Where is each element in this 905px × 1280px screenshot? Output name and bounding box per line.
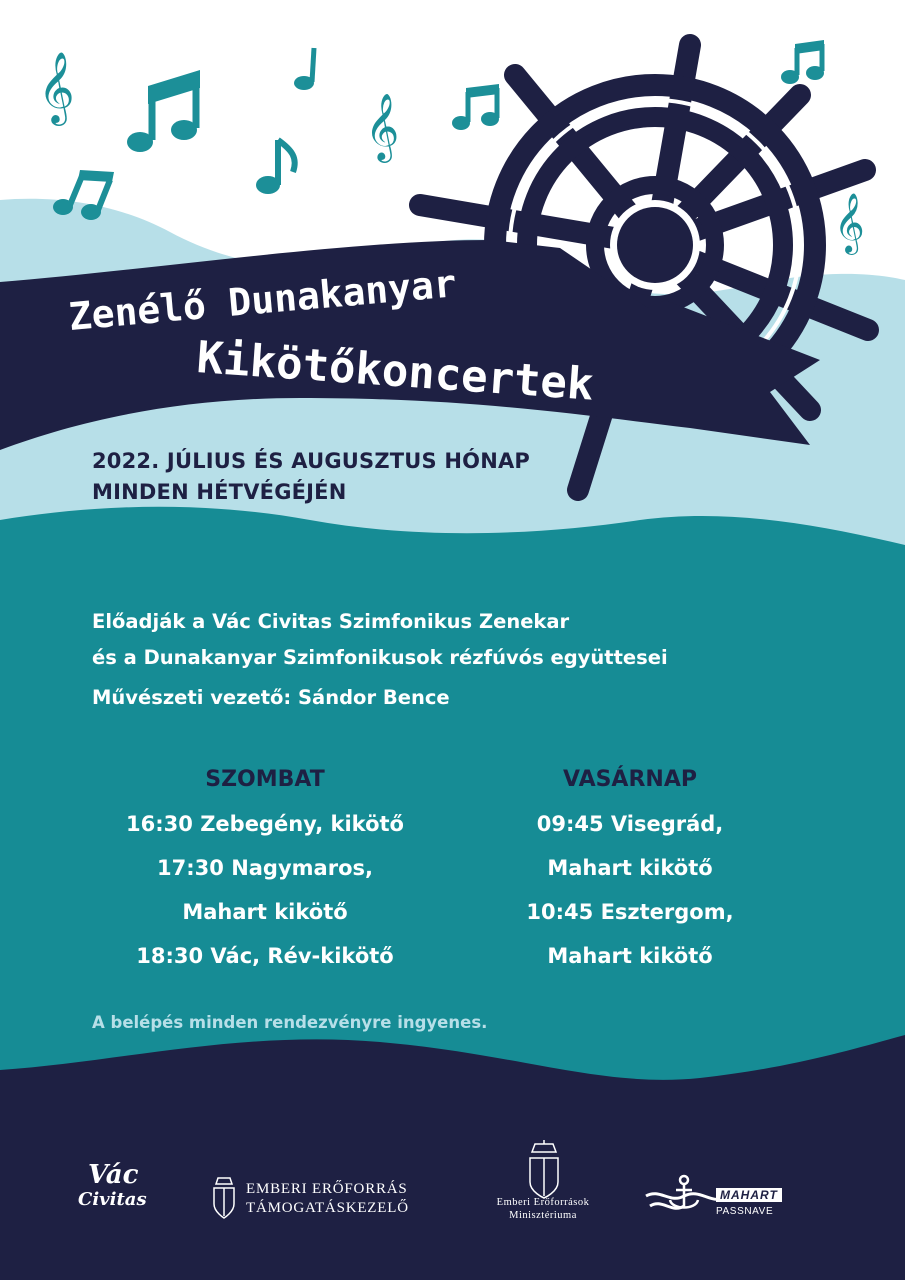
schedule-line: 17:30 Nagymaros,	[157, 856, 373, 880]
logo-emt-line-1: EMBERI ERŐFORRÁS	[246, 1181, 408, 1197]
treble-clef-icon	[365, 92, 399, 163]
free-entry-note: A belépés minden rendezvényre ingyenes.	[92, 1013, 488, 1032]
dates-line-2: MINDEN HÉTVÉGÉJÉN	[92, 480, 347, 504]
day-title: VASÁRNAP	[563, 767, 697, 792]
dates-line-1: 2022. JÚLIUS ÉS AUGUSZTUS HÓNAP	[92, 449, 531, 473]
schedule-line: 16:30 Zebegény, kikötő	[126, 812, 404, 836]
svg-text:𝄞: 𝄞	[834, 193, 865, 253]
logo-passnave-word: PASSNAVE	[716, 1206, 774, 1217]
performers-line-2: és a Dunakanyar Szimfonikusok rézfúvós együttesei	[92, 646, 668, 669]
schedule-line: Mahart kikötő	[547, 856, 713, 880]
quarter-note-icon	[294, 48, 314, 90]
logo-emm-line-1: Emberi Erőforrások	[496, 1197, 590, 1208]
schedule-line: Mahart kikötő	[547, 944, 713, 968]
logo-mahart-passnave	[640, 1174, 790, 1222]
eighth-notes-icon	[781, 40, 824, 84]
logo-emberi-eroforras-tamogataskezelo	[210, 1176, 440, 1222]
treble-clef-icon	[38, 50, 75, 126]
eighth-notes-icon	[127, 70, 200, 152]
logo-emberi-eroforrasok-miniszteriuma	[478, 1142, 608, 1224]
title-line-2: Kikötőkoncertek	[195, 332, 596, 411]
svg-text:𝄞: 𝄞	[365, 92, 400, 160]
performers	[92, 604, 852, 716]
svg-text:𝄞: 𝄞	[38, 50, 75, 123]
day-title: SZOMBAT	[205, 767, 325, 792]
quarter-note-icon	[256, 140, 295, 194]
artistic-director: Művészeti vezető: Sándor Bence	[92, 686, 450, 709]
schedule-line: Mahart kikötő	[182, 900, 348, 924]
eighth-notes-icon	[452, 84, 499, 130]
logo-emm-line-2: Minisztériuma	[509, 1210, 577, 1221]
schedule-saturday	[95, 758, 435, 978]
schedule-line: 10:45 Esztergom,	[526, 900, 734, 924]
treble-clef-icon	[834, 193, 865, 255]
logo-emt-line-2: TÁMOGATÁSKEZELŐ	[246, 1200, 409, 1216]
schedule-line: 09:45 Visegrád,	[536, 812, 724, 836]
title-line-1: Zenélő Dunakanyar	[66, 261, 459, 339]
schedule-sunday	[460, 758, 800, 978]
schedule-line: 18:30 Vác, Rév-kikötő	[136, 944, 394, 968]
logo-vac-word: Vác	[88, 1160, 139, 1190]
navy-wave	[0, 1035, 905, 1280]
logo-vac-civitas	[76, 1160, 156, 1222]
dates	[92, 446, 612, 508]
performers-line-1: Előadják a Vác Civitas Szimfonikus Zenekar	[92, 610, 570, 633]
logo-mahart-word: MAHART	[716, 1188, 782, 1202]
logo-civitas-word: Civitas	[78, 1189, 147, 1210]
